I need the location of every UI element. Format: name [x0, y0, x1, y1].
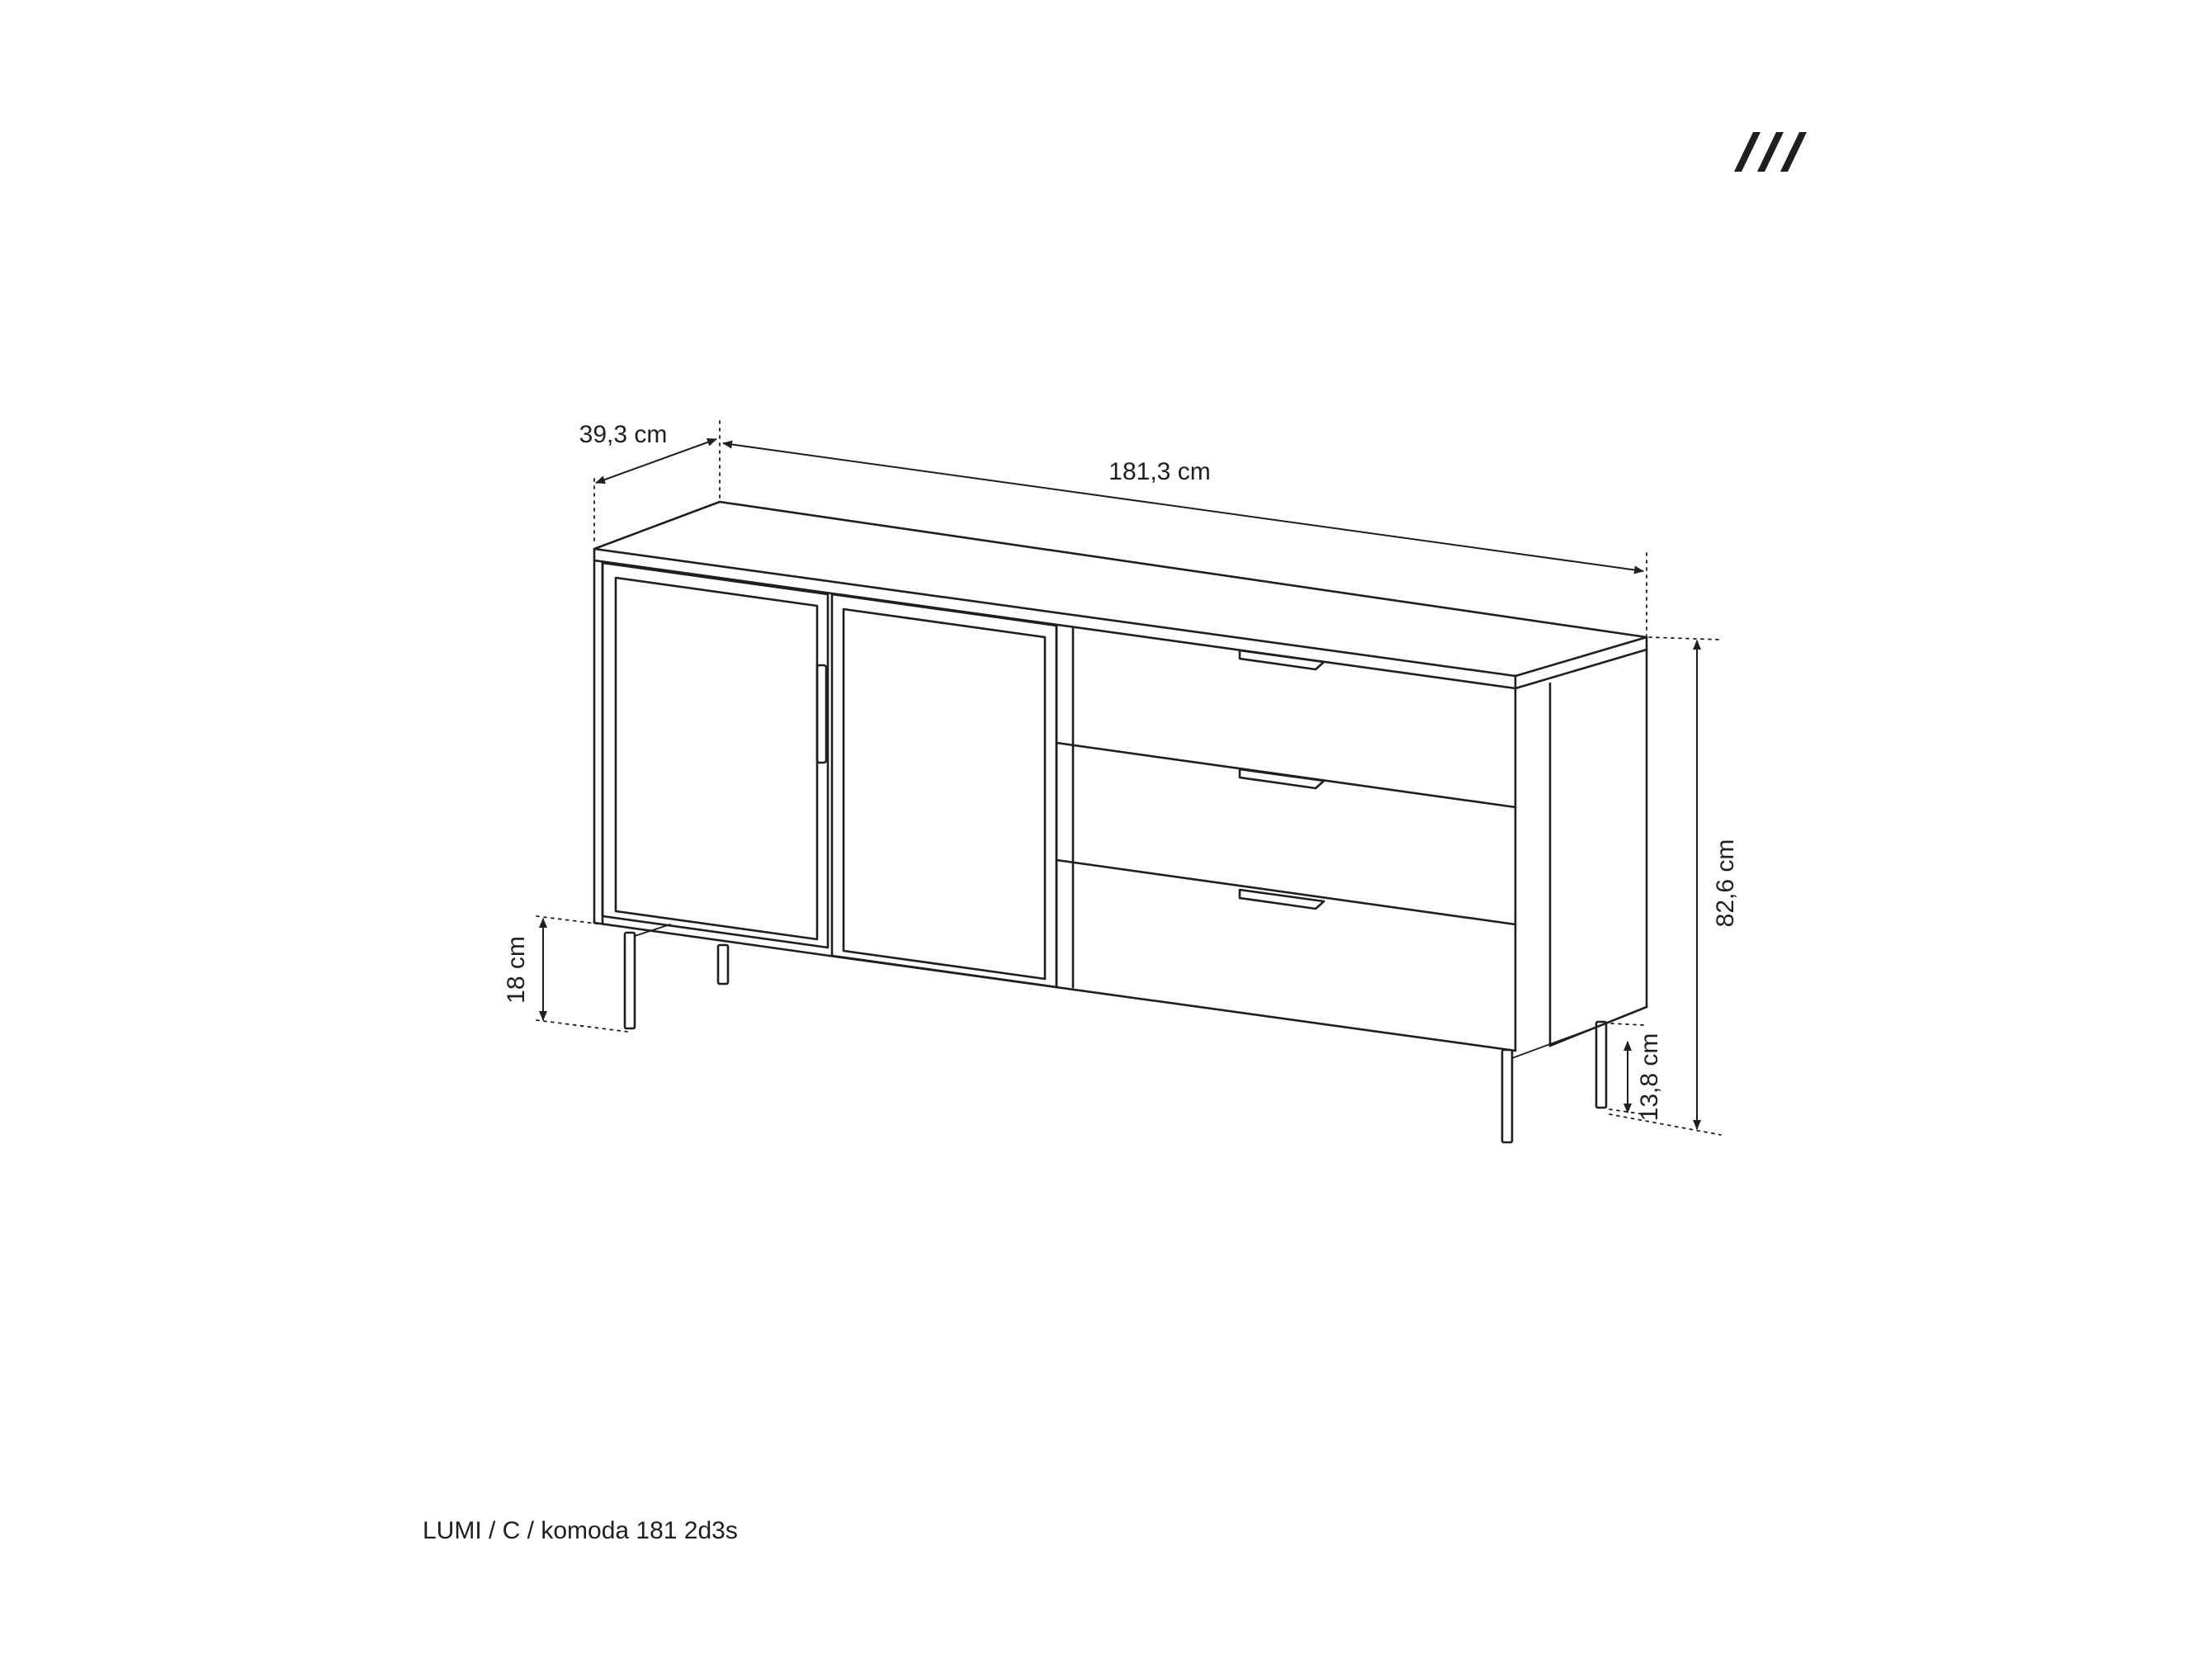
- width-label: 181,3 cm: [1108, 458, 1211, 485]
- product-caption: LUMI / C / komoda 181 2d3s: [423, 1517, 738, 1544]
- dimension-depth: [579, 421, 720, 545]
- dimension-right-leg: [1609, 1023, 1663, 1121]
- dimension-width: [723, 443, 1647, 636]
- dimension-height: [1609, 637, 1739, 1135]
- right-leg-label: 13,8 cm: [1636, 1033, 1663, 1122]
- top-panel: [594, 502, 1647, 676]
- top-front-edge: [594, 549, 1515, 688]
- drawer-handle-middle: [1240, 769, 1324, 788]
- door-handle: [817, 665, 826, 763]
- drawer-divider-2: [1056, 860, 1515, 924]
- right-door: [832, 594, 1056, 987]
- depth-label: 39,3 cm: [579, 421, 668, 448]
- dimension-left-leg: [503, 916, 627, 1032]
- right-door-glass: [844, 609, 1045, 979]
- height-label: 82,6 cm: [1712, 839, 1739, 928]
- drawer-handle-top: [1240, 650, 1324, 669]
- left-leg-label: 18 cm: [503, 936, 530, 1004]
- left-door: [603, 563, 828, 948]
- triple-slash-logo-icon: [1734, 132, 1807, 172]
- left-door-glass: [616, 578, 817, 939]
- legs: [625, 924, 1606, 1142]
- sideboard-illustration: [594, 502, 1647, 1142]
